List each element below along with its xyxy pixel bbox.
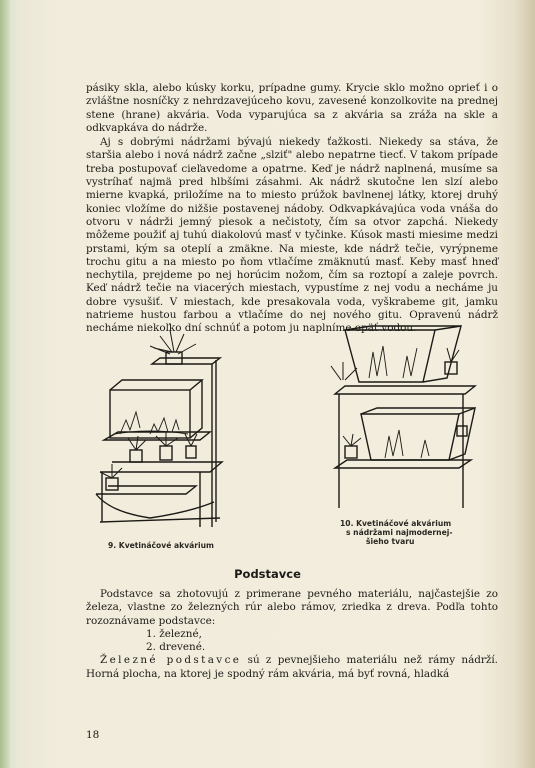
paragraph-text: sú z pevnejšieho materiálu než rámy nádrží. Horná plocha, na ktorej je spodný rám akvária, má byť rovná, hladká	[86, 654, 498, 680]
paragraph-leaks: Aj s dobrými nádržami bývajú niekedy ťažkosti. Niekedy sa stáva, že staršia alebo i nová nádrž začne „slziť" alebo nepatrne tiecť. V takom prípade treba postupovať cieľavedome a opatrne. Keď je nádrž naplnená, musíme sa vystríhať najmä pred hlbšími zásahmi. Ak nádrž skutočne len slzí alebo mierne kvapká, priložíme na to miesto prúžok bavlnenej látky, ktorej druhý koniec vložíme do nižšie postavenej nádoby. Odkvapkávajúca voda vnáša do otvoru v nádrži jemný piesok a nečistoty, čím sa otvor zapchá. Niekedy môžeme použiť aj tuhú diakolovú masť v tyčinke. Kúsok masti miesime medzi prstami, kým sa oteplí a zmäkne. Na mieste, kde nádrž tečie, vyrýpneme trochu gitu a na miesto po ňom vtlačíme zmäknutú masť. Keby masť hneď nechytila, prejdeme po nej horúcim nožom, čím sa roztopí a zaleje povrch. Keď nádrž tečie na viacerých miestach, vypustíme z nej vodu a necháme ju dobre vysušiť. V miestach, kde presakovala voda, vyškrabeme git, jamku natrieme hustou farbou a vtlačíme do nej nového gitu. Opravenú nádrž necháme niekoľko dní schnúť a potom ju naplníme opäť vodou.	[86, 136, 498, 335]
figure-caption-9: 9. Kvetináčové akvárium	[108, 541, 214, 550]
body-text-bottom	[86, 588, 498, 681]
body-text-top	[86, 82, 498, 336]
paragraph-podstavce: Podstavce sa zhotovujú z primerane pevného materiálu, najčastejšie zo železa, vlastne zo železných rúr alebo rámov, zriedka z dreva. Podľa tohto rozoznávame podstavce:	[86, 588, 498, 627]
material-list	[86, 628, 498, 655]
list-item: 1. železné,	[146, 627, 202, 640]
illustration-9-flowerpot-aquarium	[90, 322, 240, 534]
paragraph-continuation: pásiky skla, alebo kúsky korku, prípadne gumy. Krycie sklo možno oprieť i o zvláštne nosníčky z nehrdzavejúceho kovu, zavesené konzolkovite na prednej stene (hrane) akvária. Voda vyparujúca sa z akvária sa zráža na skle a odkvapkáva do nádrže.	[86, 82, 498, 134]
paragraph-iron-stands	[86, 654, 498, 681]
page-number: 18	[86, 729, 100, 741]
caption-line: 10. Kvetináčové akvárium	[340, 519, 452, 528]
section-heading: Podstavce	[234, 567, 301, 581]
illustration-10-modern-aquarium	[325, 322, 485, 508]
spaced-term: Železné podstavce	[100, 654, 242, 667]
page-edge	[0, 0, 10, 768]
caption-line: šieho tvaru	[366, 537, 415, 546]
caption-line: s nádržami najmodernej-	[346, 528, 453, 537]
list-item: 2. drevené.	[146, 641, 206, 654]
figure-caption-10	[340, 519, 452, 546]
